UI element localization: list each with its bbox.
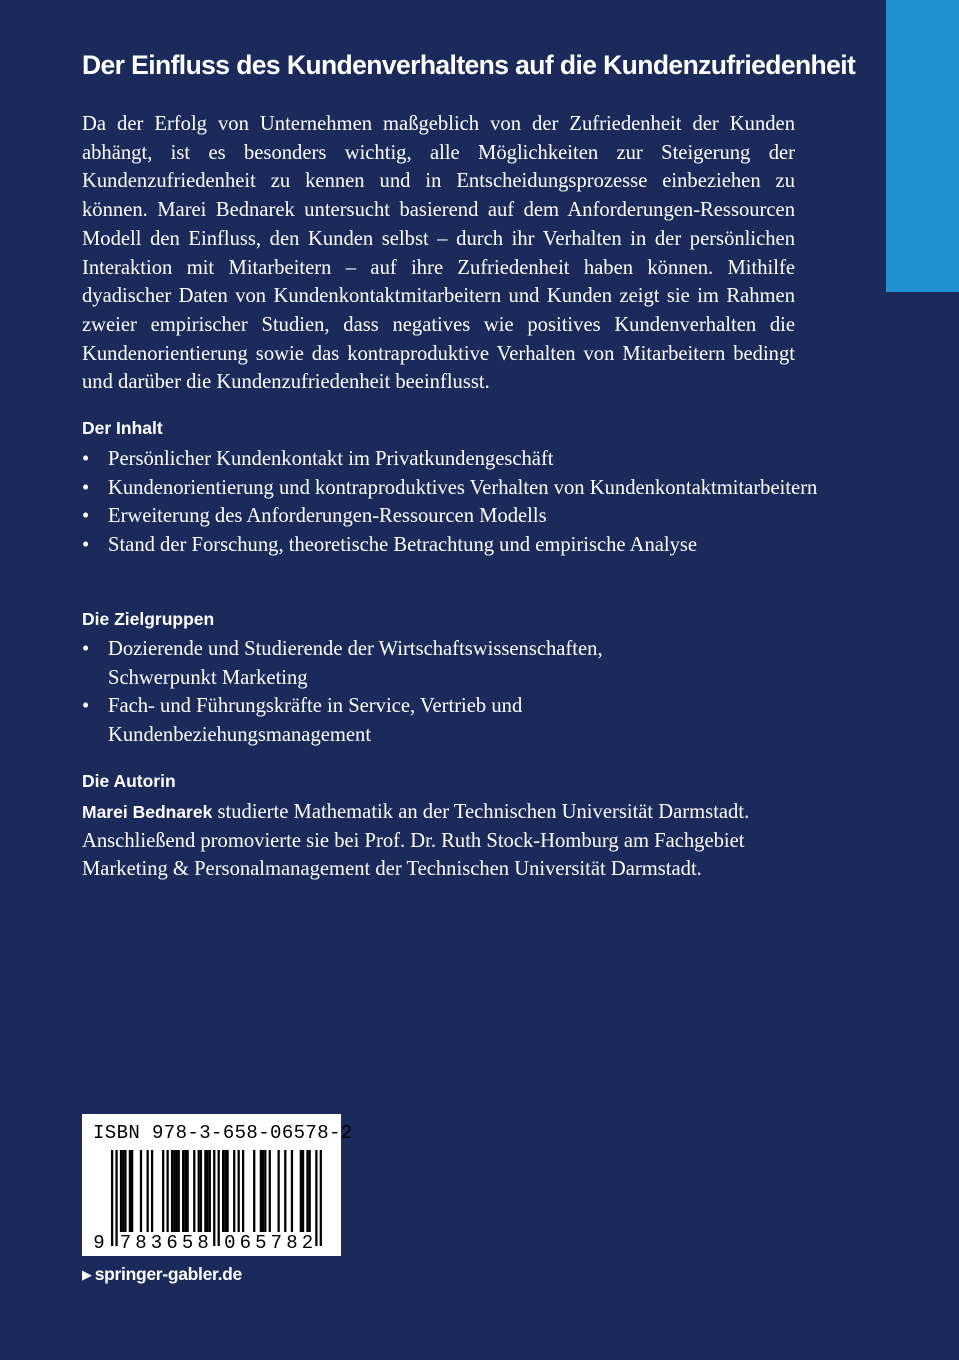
barcode-bar [162, 1150, 164, 1232]
bullet-dot-icon: • [82, 476, 90, 499]
barcode-digit: 8 [135, 1232, 147, 1254]
list-item-text: Stand der Forschung, theoretische Betrachtung und empirische Analyse [108, 534, 698, 557]
barcode-bar [182, 1150, 184, 1232]
barcode-bar [320, 1150, 322, 1246]
barcode-bar [284, 1150, 286, 1232]
barcode-bar [224, 1150, 226, 1232]
play-arrow-icon: ▶ [82, 1267, 92, 1282]
list-item-text: Fach- und Führungskräfte in Service, Vertrieb und Kundenbeziehungsmanagement [108, 695, 523, 747]
author-bio [82, 798, 822, 884]
barcode-bar [178, 1150, 180, 1232]
barcode-bar [184, 1150, 186, 1232]
barcode-digit: 6 [239, 1232, 252, 1254]
inhalt-heading: Der Inhalt [82, 418, 163, 438]
isbn-label: ISBN 978-3-658-06578-2 [93, 1122, 353, 1144]
barcode-bar [124, 1150, 126, 1232]
author-name: Marei Bednarek [82, 802, 213, 822]
barcode-bar [309, 1150, 311, 1232]
website-text: springer-gabler.de [94, 1264, 242, 1284]
bullet-dot-icon: • [82, 505, 90, 528]
barcode-bar [233, 1150, 235, 1232]
barcode-digit: 5 [181, 1232, 194, 1254]
zielgruppen-heading: Die Zielgruppen [82, 609, 215, 629]
barcode-bar [167, 1150, 169, 1232]
barcode-bar [302, 1150, 304, 1232]
inhalt-list [82, 445, 822, 560]
barcode-bar [315, 1150, 317, 1246]
barcode-digit: 9 [93, 1232, 105, 1254]
list-item-text: Dozierende und Studierende der Wirtschaftswissenschaften, Schwerpunkt Marketing [108, 638, 603, 689]
barcode-bar [238, 1150, 240, 1232]
list-item [82, 531, 822, 560]
barcode-bar [175, 1150, 177, 1232]
barcode-digit: 6 [166, 1232, 178, 1254]
barcode-bar [306, 1150, 308, 1232]
barcode-bar [300, 1150, 302, 1232]
bullet-dot-icon: • [82, 448, 90, 470]
barcode-bar [253, 1150, 255, 1232]
barcode-bar [200, 1150, 202, 1232]
barcode-bar [120, 1150, 122, 1232]
barcode-bar [242, 1150, 244, 1232]
barcode-digit: 0 [224, 1232, 236, 1254]
barcode-bar [171, 1150, 173, 1232]
barcode-digit: 8 [286, 1232, 298, 1254]
bullet-dot-icon: • [82, 534, 90, 557]
list-item-text: Erweiterung des Anforderungen-Ressourcen Modells [108, 505, 547, 528]
barcode-bar [140, 1150, 142, 1232]
barcode-bar [204, 1150, 206, 1232]
barcode-digit: 5 [255, 1232, 267, 1254]
barcode-digit: 8 [197, 1232, 209, 1254]
barcode-digit: 7 [270, 1232, 283, 1254]
bullet-dot-icon: • [82, 638, 90, 660]
barcode-bar [173, 1150, 175, 1232]
accent-strip [886, 0, 959, 292]
bullet-dot-icon: • [82, 695, 90, 718]
barcode-digit: 7 [119, 1232, 132, 1254]
list-item [82, 635, 682, 692]
zielgruppen-list [82, 635, 682, 750]
autorin-heading: Die Autorin [82, 771, 176, 791]
list-item [82, 474, 822, 503]
barcode-bar [147, 1150, 149, 1232]
barcode-bar [222, 1150, 224, 1232]
barcode-bar [122, 1150, 124, 1232]
barcode-bar [291, 1150, 293, 1232]
website-link[interactable] [82, 1262, 242, 1288]
list-item [82, 502, 822, 531]
barcode-digits [93, 1232, 313, 1254]
barcode-bar [115, 1150, 117, 1246]
list-item-text: Persönlicher Kundenkontakt im Privatkundengeschäft [108, 448, 554, 470]
barcode-bar [151, 1150, 153, 1232]
author-bio-text: studierte Mathematik an der Technischen Universität Darmstadt. Anschließend promovierte sie bei Prof. Dr. Ruth Stock-Homburg am Fachgebiet Marketing & Personalmanagement der Technischen Universität Darmstadt. [82, 801, 750, 881]
barcode-bar [206, 1150, 208, 1232]
barcode-digit: 2 [301, 1232, 314, 1254]
list-item-text: Kundenorientierung und kontraproduktives Verhalten von Kundenkontaktmitarbeitern [108, 476, 818, 499]
barcode-bar [264, 1150, 266, 1232]
isbn-barcode-box [82, 1114, 353, 1256]
barcode-bar [269, 1150, 271, 1232]
barcode-bar [186, 1150, 188, 1232]
barcode-bar [226, 1150, 228, 1232]
barcode-bar [213, 1150, 215, 1246]
barcode-bar [129, 1150, 131, 1232]
barcode-bar [131, 1150, 133, 1232]
list-item [82, 692, 682, 749]
intro-paragraph: Da der Erfolg von Unternehmen maßgeblich von der Zufriedenheit der Kunden abhängt, ist es besonders wichtig, alle Möglichkeiten zur Steigerung der Kundenzufriedenheit zu kennen und in Entscheidungsprozesse einbeziehen zu können. Marei Bednarek untersucht basierend auf dem Anforderungen-Ressourcen Modell den Einfluss, den Kunden selbst – durch ihr Verhalten in der persönlichen Interaktion mit Mitarbeitern – auf ihre Zufriedenheit haben können. Mithilfe dyadischer Daten von Kundenkontaktmitarbeitern und Kunden zeigt sie im Rahmen zweier empirischer Studien, dass negatives wie positives Kundenverhalten die Kundenorientierung sowie das kontraproduktive Verhalten von Mitarbeitern bedingt und darüber die Kundenzufriedenheit beeinflusst. [82, 113, 795, 394]
barcode-bar [209, 1150, 211, 1232]
list-item [82, 445, 822, 474]
barcode-graphic [82, 1114, 341, 1256]
barcode-bar [198, 1150, 200, 1232]
book-title: Der Einfluss des Kundenverhaltens auf die Kundenzufriedenheit [82, 50, 856, 80]
barcode-bar [111, 1150, 113, 1246]
barcode-digit: 3 [150, 1232, 163, 1254]
barcode-bar [262, 1150, 264, 1232]
barcode-bar [193, 1150, 195, 1232]
barcode-bar [278, 1150, 280, 1232]
barcode-bar [260, 1150, 262, 1232]
barcode-bar [218, 1150, 220, 1246]
